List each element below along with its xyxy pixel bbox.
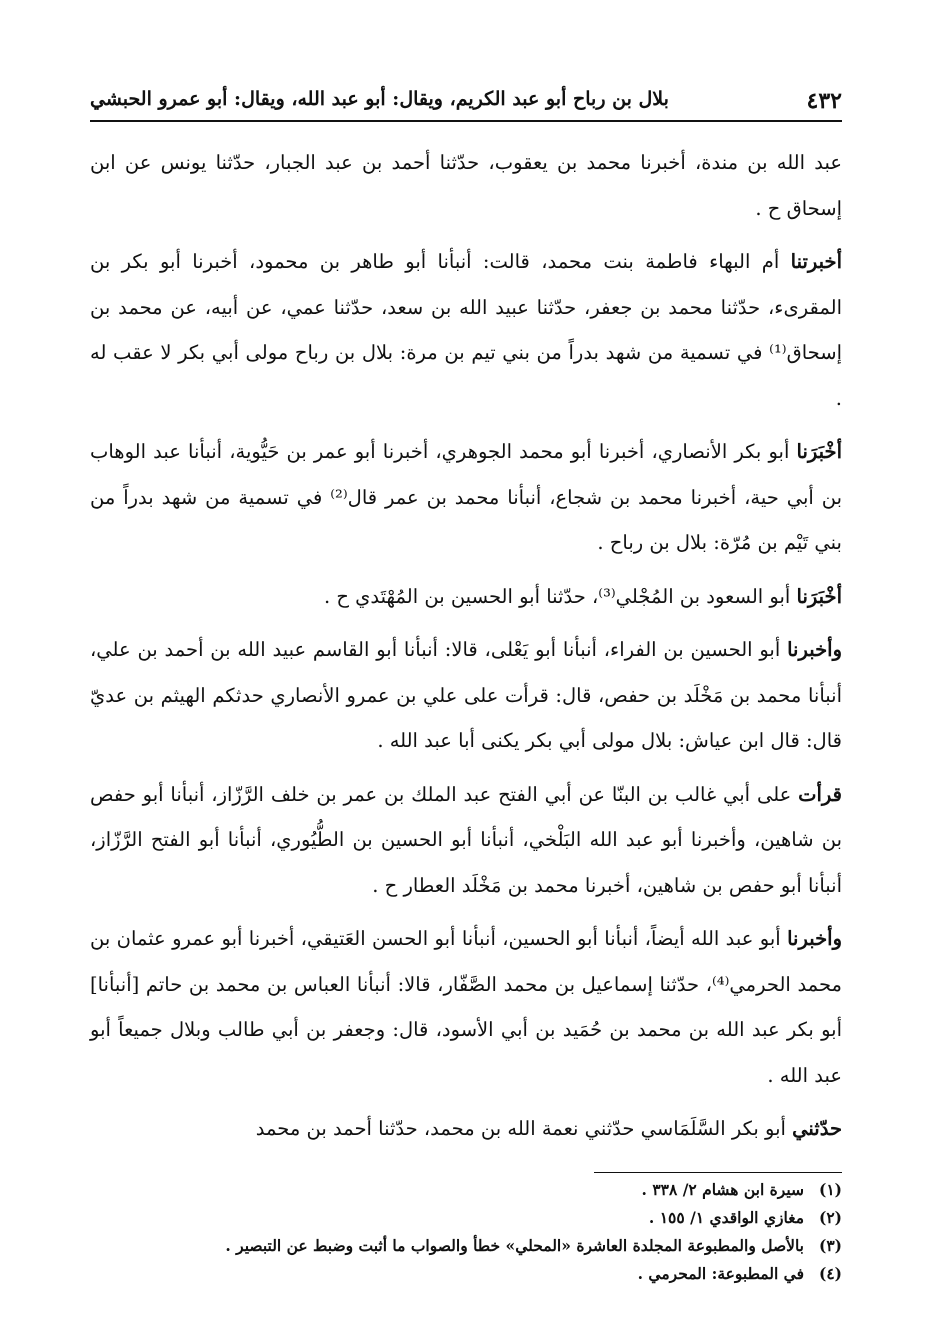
paragraph: [90, 916, 842, 1098]
footnote-item: [90, 1204, 842, 1232]
paragraph-lead: حدّثني: [792, 1117, 842, 1140]
page-number: ٤٣٢: [806, 88, 842, 114]
paragraph-text: أبو عبد الله أيضاً، أنبأنا أبو الحسين، أنبأنا أبو الحسن العَتيقي، أخبرنا أبو عمرو عثمان بن محمد الحرمي⁽⁴⁾، حدّثنا إسماعيل بن محمد الصَّفّار، قالا: أنبأنا العباس بن محمد بن حاتم [أنبأنا] أبو بكر عبد الله بن محمد بن حُمَيد بن أبي الأسود، قال: وجعفر بن أبي طالب وبلال جميعاً أبو عبد الله .: [90, 927, 842, 1087]
paragraph-lead: وأخبرنا: [787, 927, 842, 950]
main-text: [90, 140, 842, 1160]
running-title: بلال بن رباح أبو عبد الكريم، ويقال: أبو عبد الله، ويقال: أبو عمرو الحبشي: [90, 88, 669, 110]
paragraph: [90, 1106, 842, 1152]
paragraph-text: أبو بكر الأنصاري، أخبرنا أبو محمد الجوهري، أخبرنا أبو عمر بن حَيُّوية، أنبأنا عبد الوهاب بن أبي حية، أخبرنا محمد بن شجاع، أنبأنا محمد بن عمر قال⁽²⁾ في تسمية من شهد بدراً من بني تَيْم بن مُرّة: بلال بن رباح .: [90, 440, 842, 554]
paragraph-lead: أخْبَرَنا: [796, 584, 842, 608]
paragraph-lead: قرأت: [798, 782, 842, 806]
header-rule: [90, 120, 842, 122]
paragraph: [90, 574, 842, 620]
paragraph-text: على أبي غالب بن البنّا عن أبي الفتح عبد الملك بن عمر بن خلف الرَّزّاز، أنبأنا أبو حفص بن شاهين، وأخبرنا أبو عبد الله البَلْخي، أنبأنا أبو الحسين بن الطُّيُوري، أنبأنا أبو الفتح الرَّزّاز، أنبأنا أبو حفص بن شاهين، أخبرنا محمد بن مَخْلَد العطار ح .: [90, 782, 842, 897]
paragraph-text: عبد الله بن مندة، أخبرنا محمد بن يعقوب، حدّثنا أحمد بن عبد الجبار، حدّثنا يونس عن ابن إسحاق ح .: [90, 151, 842, 220]
footnote-item: [90, 1260, 842, 1288]
paragraph-text: أبو السعود بن المُجْلي⁽³⁾، حدّثنا أبو الحسين بن المُهْتَدي ح .: [323, 584, 797, 608]
footnote-text: بالأصل والمطبوعة المجلدة العاشرة «المحلي» خطأ والصواب ما أثبت وضبط عن التبصير .: [225, 1236, 804, 1255]
footnote-number: (٤): [818, 1264, 842, 1283]
footnote-text: في المطبوعة: المحرمي .: [637, 1264, 804, 1283]
paragraph: [90, 140, 842, 231]
footnote-text: سيرة ابن هشام ٢/ ٣٣٨ .: [641, 1180, 804, 1199]
paragraph: [90, 627, 842, 764]
footnote-number: (٣): [818, 1236, 842, 1255]
paragraph-text: أبو الحسين بن الفراء، أنبأنا أبو يَعْلى، قالا: أنبأنا أبو القاسم عبيد الله بن أحمد بن علي، أنبأنا محمد بن مَخْلَد بن حفص، قال: قرأت على علي بن عمرو الأنصاري حدثكم الهيثم بن عديّ قال: قال ابن عياش: بلال مولى أبي بكر يكنى أبا عبد الله .: [90, 638, 842, 752]
footnote-item: [90, 1176, 842, 1204]
paragraph-lead: أخبرتنا: [790, 250, 842, 273]
paragraph-lead: أخْبَرَنا: [796, 440, 842, 463]
paragraph: [90, 239, 842, 421]
paragraph: [90, 772, 842, 909]
page-header: [90, 84, 842, 124]
footnote-text: مغازي الواقدي ١/ ١٥٥ .: [648, 1208, 804, 1227]
paragraph-text: أم البهاء فاطمة بنت محمد، قالت: أنبأنا أبو طاهر بن محمود، أخبرنا أبو بكر بن المقرىء، حدّثنا محمد بن جعفر، حدّثنا عبيد الله بن سعد، حدّثنا عمي، عن أبيه، عن محمد بن إسحاق⁽¹⁾ في تسمية من شهد بدراً من بني تيم بن مرة: بلال بن رباح مولى أبي بكر لا عقب له .: [90, 250, 842, 410]
footnote-number: (١): [818, 1180, 842, 1199]
footnote-separator: [594, 1172, 842, 1173]
paragraph: [90, 429, 842, 566]
paragraph-lead: وأخبرنا: [787, 638, 842, 661]
footnotes: [90, 1176, 842, 1288]
footnote-item: [90, 1232, 842, 1260]
footnote-number: (٢): [818, 1208, 842, 1227]
paragraph-text: أبو بكر السَّلَمَاسي حدّثني نعمة الله بن محمد، حدّثنا أحمد بن محمد: [255, 1117, 793, 1140]
